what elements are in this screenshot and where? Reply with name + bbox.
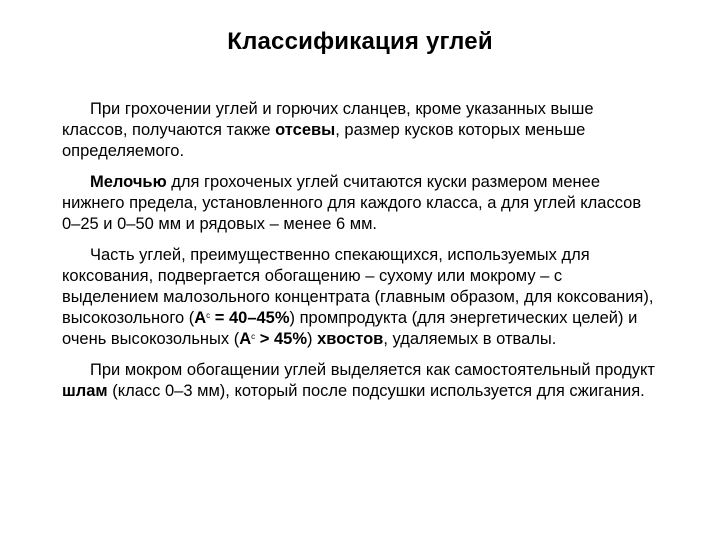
text-run: При мокром обогащении углей выделяется как самостоятельный продукт: [90, 361, 655, 379]
text-run: , удаляемых в отвалы.: [383, 330, 557, 348]
superscript-run: с: [251, 332, 256, 341]
text-run: для грохоченых углей считаются куски размером менее нижнего предела, установленного для каждого класса, а для углей классов 0–25 и 0–50 мм и рядовых – менее 6 мм.: [62, 173, 642, 233]
text-run: ): [307, 330, 318, 348]
bold-run: > 45%: [255, 330, 307, 348]
bold-run: Мелочью: [90, 173, 167, 191]
paragraph: [62, 172, 662, 235]
bold-run: отсевы: [275, 121, 336, 139]
paragraph: [62, 245, 662, 350]
text-run: При грохочении углей и горючих сланцев, кроме указанных выше классов, получаются также: [62, 100, 594, 139]
bold-run: шлам: [62, 382, 108, 400]
text-run: Часть углей, преимущественно спекающихся, используемых для коксования, подвергается обогащению – сухому или мокрому – с выделением малозольного концентрата (главным образом, для коксования), высокозольного (: [62, 246, 654, 327]
bold-run: хвостов: [317, 330, 384, 348]
text-run: , размер кусков которых меньше определяемого.: [62, 121, 586, 160]
superscript-run: с: [206, 311, 211, 320]
bold-run: А: [239, 330, 252, 348]
bold-run: А: [194, 309, 207, 327]
paragraph: [62, 360, 662, 402]
text-run: (класс 0–3 мм), который после подсушки используется для сжигания.: [107, 382, 645, 400]
slide-title: Классификация углей: [227, 28, 493, 55]
slide-body: [62, 99, 662, 412]
paragraph: [62, 99, 662, 162]
text-run: ) промпродукта (для энергетических целей) и очень высокозольных (: [62, 309, 638, 348]
bold-run: = 40–45%: [210, 309, 290, 327]
